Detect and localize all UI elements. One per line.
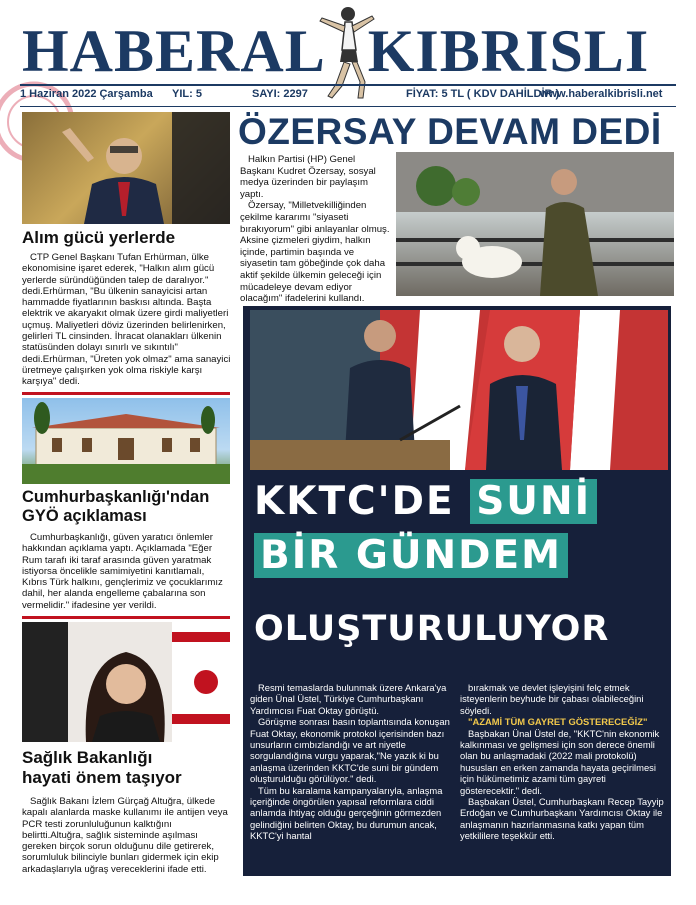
kktc-col2-paragraph-1: bırakmak ve devlet işleyişini felç etmek isteyenlerin beyhude bir çabası olabileceğini söyledi. xyxy=(460,682,644,716)
kktc-col1-paragraph-1: Resmi temaslarda bulunmak üzere Ankara'ya giden Ünal Üstel, Türkiye Cumhurbaşkanı Yardımcısı Fuat Oktay görüştü. xyxy=(250,682,447,716)
kktc-col2-paragraph-2: Başbakan Ünal Üstel de, "KKTC'nin ekonomik kalkınması ve gelişmesi için son derece önemli olan bu anlaşmadaki (2022 mali protokolü) hususları en erken zamanda hayata geçirilmesi için hükümetimiz azami tüm gayreti gösterecektir." dedi. xyxy=(460,727,660,796)
kktc-col2-paragraph-3: Başbakan Üstel, Cumhurbaşkanı Recep Tayyip Erdoğan ve Cumhurbaşkanı Yardımcısı Oktay ile anlaşmanın hazırlanmasına katkı yapan tüm yetkililere teşekkür etti. xyxy=(460,796,664,842)
kktc-column-1 xyxy=(250,682,450,842)
issue-date: 1 Haziran 2022 Çarşamba xyxy=(20,88,153,100)
minister-figure-icon xyxy=(22,622,230,742)
kktc-col1-paragraph-3: Tüm bu karalama kampanyalarıyla, anlaşma içeriğinde öngörülen yapısal reformlara ciddi anlamda ihtiyaç olduğu gerçeğinin görmezden gelindiğini belirten Oktay, bu durumun ancak, KKTC'yi hantal xyxy=(250,784,443,842)
kktc-col1-paragraph-2: Görüşme sonrası basın toplantısında konuşan Fuat Oktay, ekonomik protokol içerisinden bazı unsurların cımbızlandığı ve art niyetle sorgulandığına vurgu yaparak,"Ne yazık ki bu anlaşma üzerinden KKTC'de suni bir gündem oluşturulduğu görülüyor." dedi. xyxy=(250,716,450,785)
runner-logo-icon xyxy=(312,2,382,102)
section-divider-2 xyxy=(22,616,230,619)
oktay-ustel-photo xyxy=(250,310,668,470)
issue-price: FİYAT: 5 TL ( KDV DAHİLDİR ) xyxy=(406,88,560,100)
presidency-building-photo xyxy=(22,398,230,484)
section-divider-1 xyxy=(22,392,230,395)
kktc-headline-part-b: SUNİ xyxy=(470,479,597,524)
presidency-headline-line2: GYÖ açıklaması xyxy=(22,506,147,525)
alim-gucu-headline: Alım gücü yerlerde xyxy=(22,228,176,247)
ozersay-photo xyxy=(396,152,674,296)
erhurman-figure-icon xyxy=(22,112,230,224)
presidency-paragraph: Cumhurbaşkanlığı, güven yaratıcı önlemler hakkından açıklama yaptı. Açıklamada "Eğer Rum tarafı iki taraf arasında güven yaratmak istiyorsa öncelikle samimiyetini kanıtlamalı, Kıbrıs Türk halkını, gençlerimiz ve çocuklarımız dahil, her alanda engelleme çabalarına son vermelidir." ifadesine yer verildi. xyxy=(22,532,223,611)
health-minister-photo xyxy=(22,622,230,742)
kktc-headline-line1 xyxy=(254,476,597,528)
health-body xyxy=(22,796,232,875)
masthead-rule-bottom xyxy=(20,106,676,107)
erhurman-photo xyxy=(22,112,230,224)
ozersay-with-dog-icon xyxy=(396,152,674,296)
alim-gucu-paragraph: CTP Genel Başkanı Tufan Erhürman, ülke ekonomisine işaret ederek, "Halkın alım gücü yerlerde süründüğünden talep de daralıyor." dedi.Erhürman, "Bu ülkenin sanayicisi artan hammadde fiyatlarının baskısı altında. Başta elektrik ve akaryakıt olmak üzere girdi maliyetleri uçmuş. Maliyetleri döviz üzerinden belirlenirken, gelirleri TL cinsinden. İhracat olanakları ülkenin statüsünden dolayı sınırlı ve sıkıntılı" dedi.Erhürman, "Üreten yok olmaz" ama sanayici üretmeye çalışırken yok olma riskiyle karşı karşıya" dedi. xyxy=(22,252,231,388)
kktc-col2-subheadline: "AZAMİ TÜM GAYRET GÖSTERECEĞİZ" xyxy=(468,716,648,728)
presidency-headline-line1: Cumhurbaşkanlığı'ndan xyxy=(22,488,210,506)
kktc-column-2 xyxy=(460,682,665,842)
ozersay-paragraph-2: Özersay, "Milletvekilliğinden çekilme kararımı "siyaseti bırakıyorum" gibi anlayanlar olmuş. Aksine çizmeleri giydim, halkın içinde, partimin başında ve siyasetin tam göbeğinde çok daha aktif şekilde ülkemin geleceği için mücadeleye devam ediyor olacağım" ifadelerini kullandı. xyxy=(240,200,390,305)
alim-gucu-body xyxy=(22,252,232,388)
presidency-body xyxy=(22,532,232,611)
ozersay-headline: ÖZERSAY DEVAM DEDİ xyxy=(238,111,662,152)
health-paragraph: Sağlık Bakanı İzlem Gürçağ Altuğra, ülkede kapalı alanlarda maske kullanımı ile antijen veya PCR testi zorunluluğunun kalktığını belirtti.Altuğra, sağlık sisteminde aşılması gereken birçok sorun olduğunu dile getirerek, sorumluluk bilinciyle bunları gidermek için ekip arkadaşlarıyla uğraş vereceklerini ifade etti. xyxy=(22,796,228,875)
website-link[interactable]: www.haberalkibrisli.net xyxy=(540,88,663,100)
masthead-title-right: KIBRISLI xyxy=(367,18,650,84)
health-headline xyxy=(22,748,236,787)
press-conference-icon xyxy=(250,310,668,470)
presidency-headline xyxy=(22,488,236,526)
kktc-headline-line3: OLUŞTURULUYOR xyxy=(254,609,610,649)
health-headline-line1: Sağlık Bakanlığı xyxy=(22,748,153,767)
masthead-infobar xyxy=(20,88,676,104)
kktc-headline-line2 xyxy=(254,530,568,582)
masthead-title-left: HABERAL xyxy=(22,18,326,84)
masthead-rule-top xyxy=(20,84,676,86)
ozersay-body xyxy=(240,154,390,305)
building-icon xyxy=(22,398,230,484)
kktc-headline-line2-text: BİR GÜNDEM xyxy=(254,533,568,578)
issue-number: SAYI: 2297 xyxy=(252,88,308,100)
ozersay-paragraph-1: Halkın Partisi (HP) Genel Başkanı Kudret Özersay, sosyal medya üzerinden bir paylaşım yaptı. xyxy=(240,154,376,200)
health-headline-line2: hayati önem taşıyor xyxy=(22,767,182,787)
issue-year: YIL: 5 xyxy=(172,88,202,100)
kktc-headline-part-a: KKTC'DE xyxy=(254,479,455,524)
